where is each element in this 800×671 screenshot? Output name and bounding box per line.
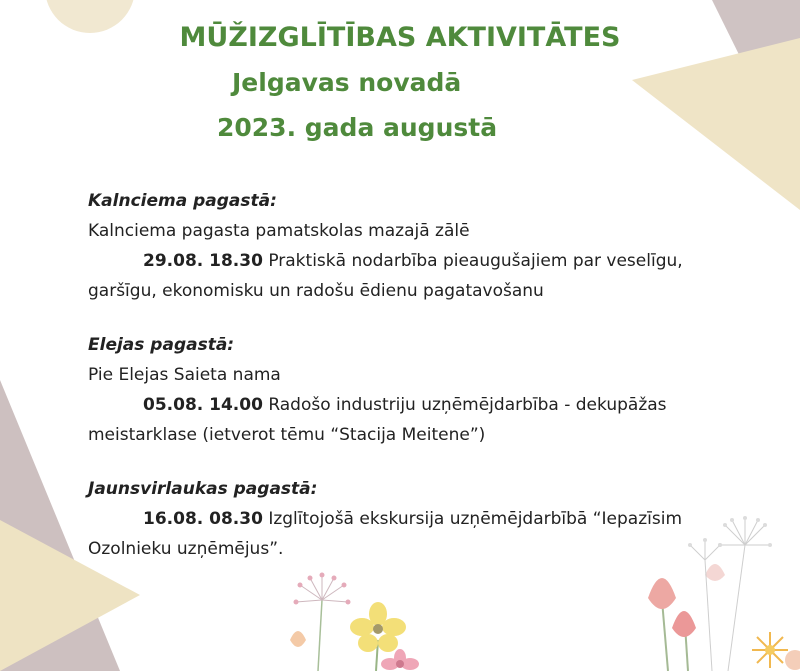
section-heading: Elejas pagastā: bbox=[88, 335, 235, 355]
sand-triangle-top-right bbox=[632, 38, 800, 210]
event-datetime: 05.08. 14.00 bbox=[143, 395, 263, 415]
title-line-1: MŪŽIZGLĪTĪBAS AKTIVITĀTES bbox=[179, 22, 621, 53]
event-entry bbox=[88, 504, 738, 564]
title-line-2: Jelgavas novadā bbox=[232, 68, 462, 97]
section-eleja bbox=[88, 330, 738, 450]
event-description: Izglītojošā ekskursija uzņēmējdarbībā “Iepazīsim Ozolnieku uzņēmējus”. bbox=[88, 509, 683, 559]
event-datetime: 29.08. 18.30 bbox=[143, 251, 263, 271]
event-description: Praktiskā nodarbība pieaugušajiem par veselīgu, garšīgu, ekonomisku un radošu ēdienu pagatavošanu bbox=[88, 251, 683, 301]
event-entry bbox=[88, 390, 738, 450]
section-location: Pie Elejas Saieta nama bbox=[88, 365, 281, 385]
event-description: Radošo industriju uzņēmējdarbība - dekupāžas meistarklase (ietverot tēmu “Stacija Meitene”) bbox=[88, 395, 667, 445]
section-location: Kalnciema pagasta pamatskolas mazajā zālē bbox=[88, 221, 470, 241]
section-heading: Kalnciema pagastā: bbox=[88, 191, 277, 211]
event-datetime: 16.08. 08.30 bbox=[143, 509, 263, 529]
event-entry bbox=[88, 246, 738, 306]
section-jaunsvirlauka bbox=[88, 474, 738, 564]
section-kalnciems bbox=[88, 186, 738, 306]
title-line-3: 2023. gada augustā bbox=[217, 113, 498, 142]
section-heading: Jaunsvirlaukas pagastā: bbox=[88, 479, 318, 499]
events-list bbox=[88, 186, 738, 564]
flower-cluster-center bbox=[290, 573, 419, 671]
